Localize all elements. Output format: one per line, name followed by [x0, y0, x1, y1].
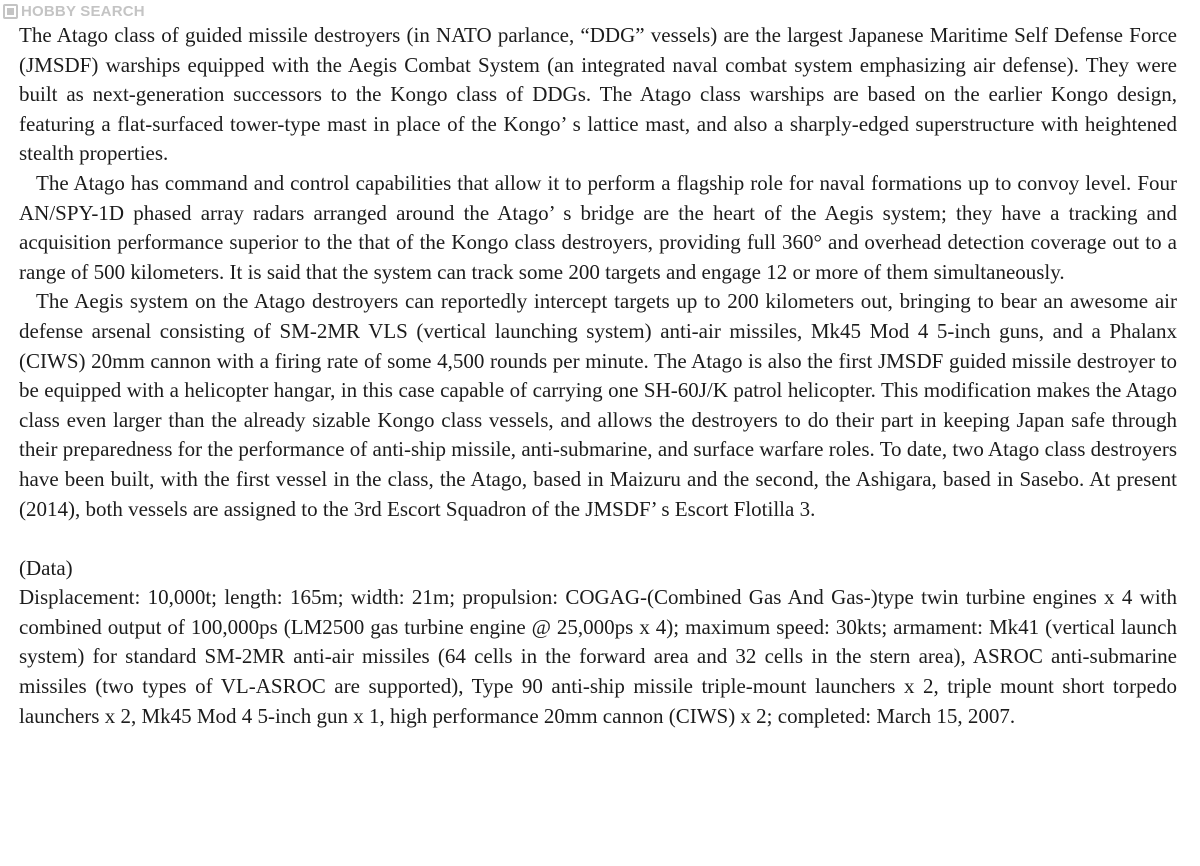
- article-paragraph-1: The Atago class of guided missile destroyers (in NATO parlance, “DDG” vessels) are the largest Japanese Maritime Self Defense Force (JMSDF) warships equipped with the Aegis Combat System (an integrated naval combat system emphasizing air defense). They were built as next-generation successors to the Kongo class of DDGs. The Atago class warships are based on the earlier Kongo design, featuring a flat-surfaced tower-type mast in place of the Kongo’ s lattice mast, and also a sharply-edged superstructure with heightened stealth properties.: [19, 23, 1177, 166]
- article-paragraph-2: The Atago has command and control capabilities that allow it to perform a flagship role for naval formations up to convoy level. Four AN/SPY-1D phased array radars arranged around the Atago’ s bridge are the heart of the Aegis system; they have a tracking and acquisition performance superior to the that of the Kongo class destroyers, providing full 360° and overhead detection coverage out to a range of 500 kilometers. It is said that the system can track some 200 targets and engage 12 or more of them simultaneously.: [19, 170, 1177, 284]
- watermark: [3, 3, 145, 20]
- article-paragraph-3: The Aegis system on the Atago destroyers can reportedly intercept targets up to 200 kilometers out, bringing to bear an awesome air defense arsenal consisting of SM-2MR VLS (vertical launching system) anti-air missiles, Mk45 Mod 4 5-inch guns, and a Phalanx (CIWS) 20mm cannon with a firing rate of some 4,500 rounds per minute. The Atago is also the first JMSDF guided missile destroyer to be equipped with a helicopter hangar, in this case capable of carrying one SH-60J/K patrol helicopter. This modification makes the Atago class even larger than the already sizable Kongo class vessels, and allows the destroyers to do their part in keeping Japan safe through their preparedness for the performance of anti-ship missile, anti-submarine, and surface warfare roles. To date, two Atago class destroyers have been built, with the first vessel in the class, the Atago, based in Maizuru and the second, the Ashigara, based in Sasebo. At present (2014), both vessels are assigned to the 3rd Escort Squadron of the JMSDF’ s Escort Flotilla 3.: [19, 289, 1177, 521]
- data-specifications: Displacement: 10,000t; length: 165m; width: 21m; propulsion: COGAG-(Combined Gas And Gas-)type twin turbine engines x 4 with combined output of 100,000ps (LM2500 gas turbine engine @ 25,000ps x 4); maximum speed: 30kts; armament: Mk41 (vertical launch system) for standard SM-2MR anti-air missiles (64 cells in the forward area and 32 cells in the stern area), ASROC anti-submarine missiles (two types of VL-ASROC are supported), Type 90 anti-ship missile triple-mount launchers x 2, triple mount short torpedo launchers x 2, Mk45 Mod 4 5-inch gun x 1, high performance 20mm cannon (CIWS) x 2; completed: March 15, 2007.: [19, 585, 1177, 728]
- document-body: [19, 21, 1177, 731]
- section-spacer: [19, 524, 1177, 554]
- data-heading: (Data): [19, 555, 73, 580]
- hobbysearch-logo-icon: [3, 4, 18, 19]
- watermark-text: HOBBY SEARCH: [21, 3, 145, 20]
